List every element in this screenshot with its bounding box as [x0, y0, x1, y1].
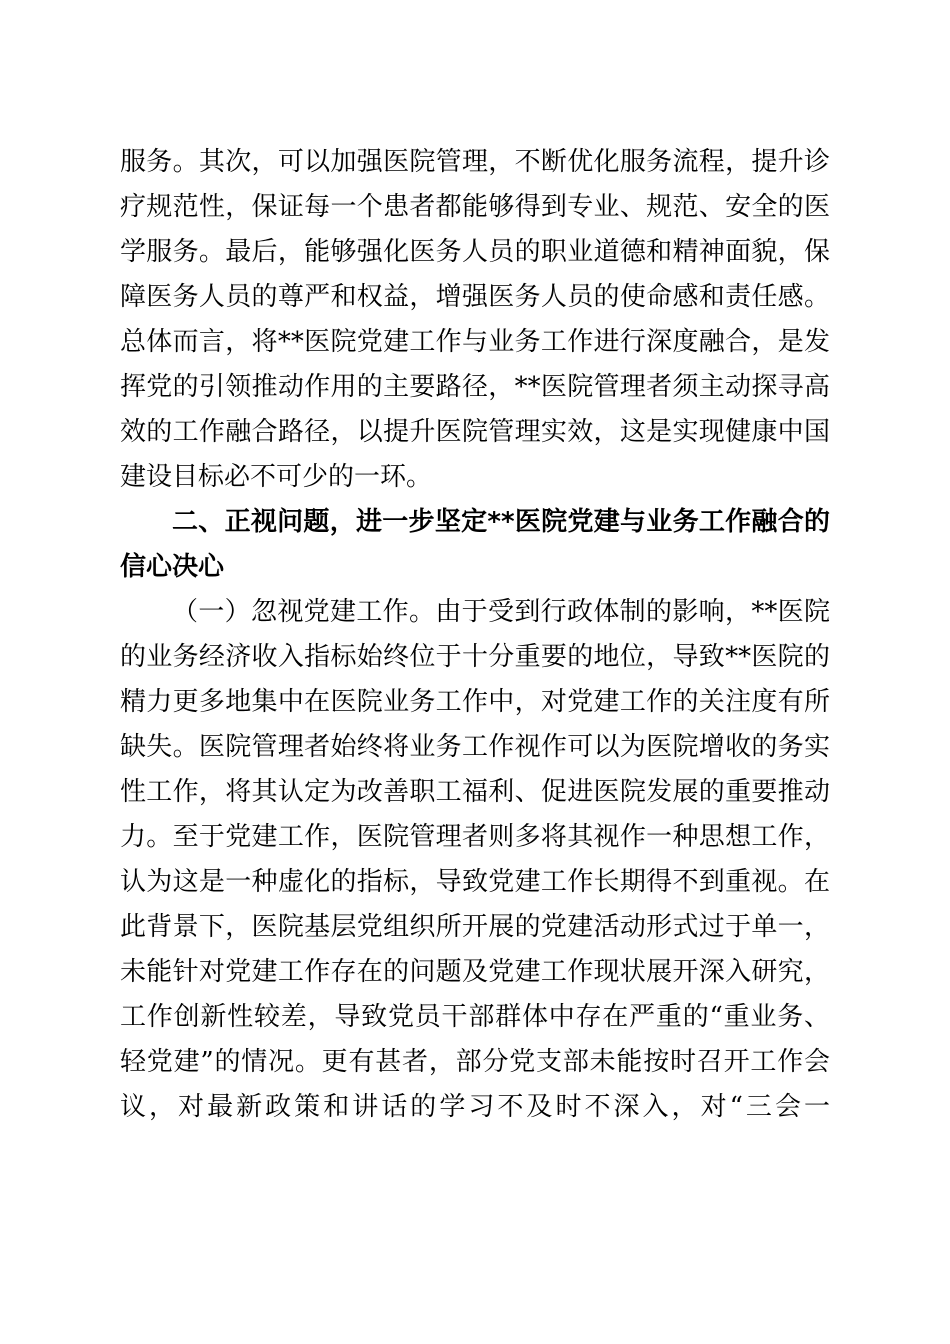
paragraph-line: 此背景下，医院基层党组织所开展的党建活动形式过于单一，: [120, 912, 830, 942]
paragraph-line: 建设目标必不可少的一环。: [120, 462, 433, 492]
section-heading: 二、正视问题，进一步坚定**医院党建与业务工作融合的: [172, 507, 830, 537]
paragraph-line: 挥党的引领推动作用的主要路径，**医院管理者须主动探寻高: [120, 372, 830, 402]
paragraph-line: 总体而言，将**医院党建工作与业务工作进行深度融合，是发: [120, 327, 830, 357]
paragraph-line: 服务。其次，可以加强医院管理，不断优化服务流程，提升诊: [120, 147, 830, 177]
paragraph-line: 的业务经济收入指标始终位于十分重要的地位，导致**医院的: [120, 642, 830, 672]
paragraph-line: 精力更多地集中在医院业务工作中，对党建工作的关注度有所: [120, 687, 830, 717]
paragraph-line: 效的工作融合路径，以提升医院管理实效，这是实现健康中国: [120, 417, 830, 447]
paragraph-line: （一）忽视党建工作。由于受到行政体制的影响，**医院: [172, 597, 830, 627]
paragraph-line: 性工作，将其认定为改善职工福利、促进医院发展的重要推动: [120, 777, 830, 807]
paragraph-line: 议，对最新政策和讲话的学习不及时不深入，对“三会一: [120, 1092, 830, 1122]
paragraph-line: 力。至于党建工作，医院管理者则多将其视作一种思想工作，: [120, 822, 830, 852]
paragraph-line: 工作创新性较差，导致党员干部群体中存在严重的“重业务、: [120, 1002, 830, 1032]
section-heading: 信心决心: [120, 552, 225, 582]
paragraph-line: 未能针对党建工作存在的问题及党建工作现状展开深入研究，: [120, 957, 830, 987]
paragraph-line: 缺失。医院管理者始终将业务工作视作可以为医院增收的务实: [120, 732, 830, 762]
paragraph-line: 认为这是一种虚化的指标，导致党建工作长期得不到重视。在: [120, 867, 830, 897]
paragraph-line: 障医务人员的尊严和权益，增强医务人员的使命感和责任感。: [120, 282, 830, 312]
paragraph-line: 学服务。最后，能够强化医务人员的职业道德和精神面貌，保: [120, 237, 830, 267]
paragraph-line: 轻党建”的情况。更有甚者，部分党支部未能按时召开工作会: [120, 1047, 830, 1077]
paragraph-line: 疗规范性，保证每一个患者都能够得到专业、规范、安全的医: [120, 192, 830, 222]
